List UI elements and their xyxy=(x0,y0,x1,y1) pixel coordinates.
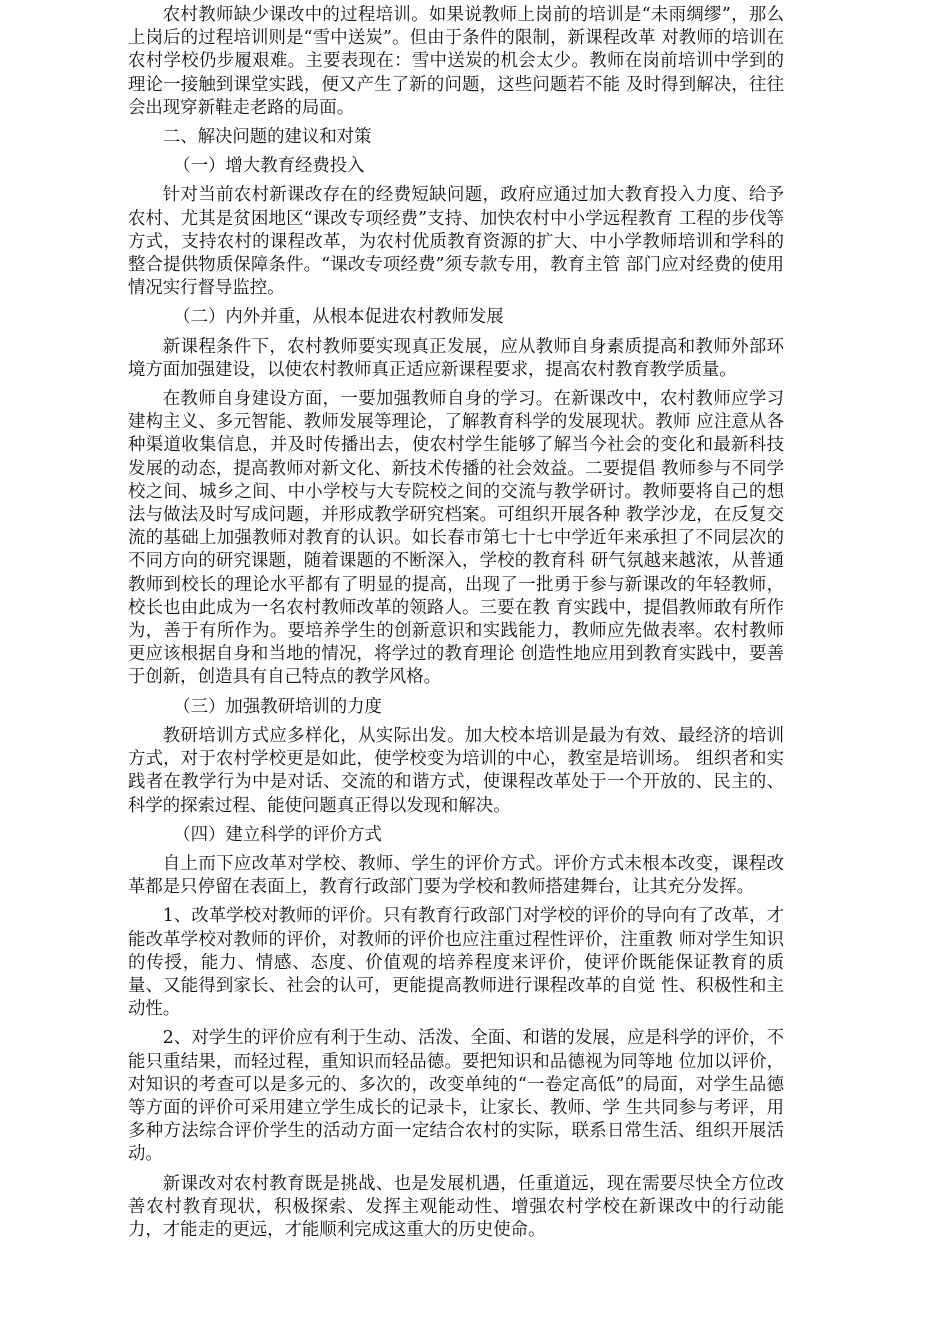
subheading-evaluation: （四）建立科学的评价方式 xyxy=(173,824,382,845)
paragraph-conclusion: 新课改对农村教育既是挑战、也是发展机遇，任重道远，现在需要尽快全方位改善农村教育现状，积极探索、发挥主观能动性、增强农村学校在新课改中的行动能力，才能走的更远，才能顺利完成这重大的历史使命。 xyxy=(128,1173,784,1240)
paragraph-evaluation-students: 2、对学生的评价应有利于生动、活泼、全面、和谐的发展，应是科学的评价，不能只重结果，而轻过程，重知识而轻品德。要把知识和品德视为同等地 位加以评价，对知识的考查可以是多元的、多次的，改变单纯的“一卷定高低”的局面，对学生品德等方面的评价可采用建立学生成长的记录卡，让家长、教师、学 生共同参与考评，用多种方法综合评价学生的活动方面一定结合农村的实际，联系日常生活、组织开展活动。 xyxy=(128,1028,784,1165)
paragraph-teacher-development: 新课程条件下，农村教师要实现真正发展，应从教师自身素质提高和教师外部环境方面加强建设，以使农村教师真正适应新课程要求，提高农村教育教学质量。 xyxy=(128,336,784,380)
subheading-research-training: （三）加强教研培训的力度 xyxy=(173,696,382,717)
subheading-teacher-development: （二）内外并重，从根本促进农村教师发展 xyxy=(173,307,504,328)
paragraph-funding: 针对当前农村新课改存在的经费短缺问题，政府应通过加大教育投入力度、给予农村、尤其是贫困地区“课改专项经费”支持、加快农村中小学远程教育 工程的步伐等方式，支持农村的课程改革，为农村优质教育资源的扩大、中小学教师培训和学科的整合提供物质保障条件。“课改专项经费”须专款专用，教育主管 部门应对经费的使用情况实行督导监控。 xyxy=(128,185,784,299)
section-heading-suggestions: 二、解决问题的建议和对策 xyxy=(162,127,372,148)
paragraph-evaluation-teachers: 1、改革学校对教师的评价。只有教育行政部门对学校的评价的导向有了改革，才能改革学校对教师的评价，对教师的评价也应注重过程性评价，注重教 师对学生知识的传授，能力、情感、态度、价值观的培养程度来评价，使评价既能保证教育的质量、又能得到家长、社会的认可，更能提高教师进行课程改革的自觉 性、积极性和主动性。 xyxy=(128,906,784,1020)
paragraph-self-building: 在教师自身建设方面，一要加强教师自身的学习。在新课改中，农村教师应学习建构主义、多元智能、教师发展等理论，了解教育科学的发展现状。教师 应注意从各种渠道收集信息，并及时传播出去，使农村学生能够了解当今社会的变化和最新科技发展的动态，提高教师对新文化、新技术传播的社会效益。二要提倡 教师参与不同学校之间、城乡之间、中小学校与大专院校之间的交流与教学研讨。教师要将自己的想法与做法及时写成问题，并形成教学研究档案。可组织开展各种 教学沙龙，在反复交流的基础上加强教师对教育的认识。如长春市第七十七中学近年来承担了不同层次的不同方向的研究课题，随着课题的不断深入，学校的教育科 研气氛越来越浓，从普通教师到校长的理论水平都有了明显的提高，出现了一批勇于参与新课改的年轻教师，校长也由此成为一名农村教师改革的领路人。三要在教 育实践中，提倡教师敢有所作为，善于有所作为。要培养学生的创新意识和实践能力，教师应先做表率。农村教师更应该根据自身和当地的情况，将学过的教育理论 创造性地应用到教育实践中，要善于创新，创造具有自己特点的教学风格。 xyxy=(128,389,784,688)
document-page xyxy=(128,4,784,1248)
paragraph-research-training: 教研培训方式应多样化，从实际出发。加大校本培训是最为有效、最经济的培训方式，对于农村学校更是如此，使学校变为培训的中心，教室是培训场。 组织者和实践者在教学行为中是对话、交流的和谐方式，使课程改革处于一个开放的、民主的、科学的探索过程、能使问题真正得以发现和解决。 xyxy=(128,725,784,816)
paragraph-training-gap: 农村教师缺少课改中的过程培训。如果说教师上岗前的培训是“未雨绸缪”，那么上岗后的过程培训则是“雪中送炭”。但由于条件的限制，新课程改革 对教师的培训在农村学校仍步履艰难。主要表现在：雪中送炭的机会太少。教师在岗前培训中学到的理论一接触到课堂实践，便又产生了新的问题，这些问题若不能 及时得到解决，往往会出现穿新鞋走老路的局面。 xyxy=(128,5,784,118)
subheading-funding: （一）增大教育经费投入 xyxy=(173,156,365,177)
paragraph-evaluation: 自上而下应改革对学校、教师、学生的评价方式。评价方式未根本改变，课程改革都是只停留在表面上，教育行政部门要为学校和教师搭建舞台，让其充分发挥。 xyxy=(128,853,784,898)
